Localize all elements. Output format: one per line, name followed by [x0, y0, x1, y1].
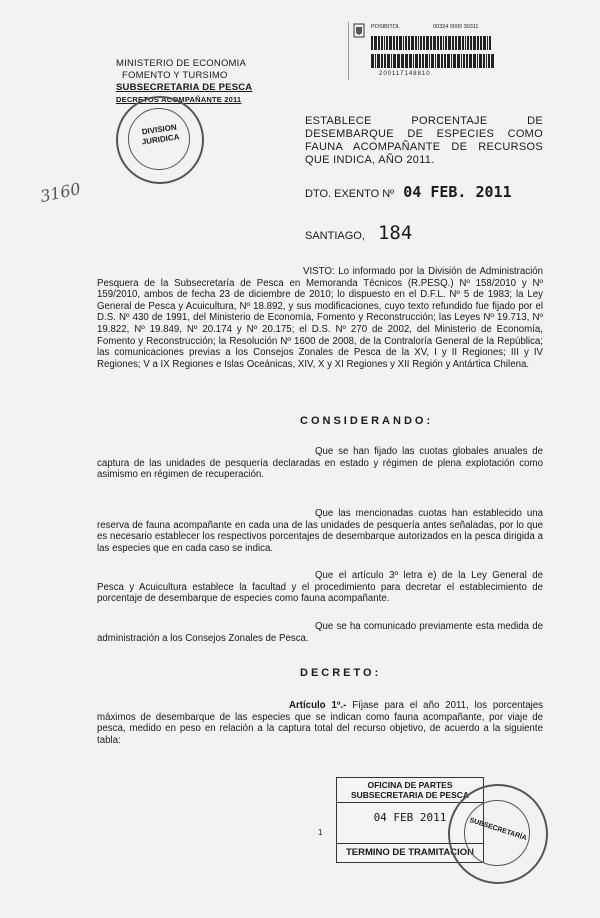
- barcode-bar: [387, 54, 390, 68]
- barcode-bar: [455, 36, 457, 50]
- barcode-top-right: 00324 0000 30311: [433, 24, 479, 30]
- barcode-bar: [377, 54, 380, 68]
- decreto-heading: DECRETO:: [300, 667, 382, 679]
- barcode-bar: [483, 54, 486, 68]
- barcode-bar: [466, 54, 468, 68]
- header-block: [116, 58, 252, 106]
- barcode-bar: [381, 54, 384, 68]
- barcode-bar: [422, 54, 425, 68]
- barcode-bar: [381, 36, 383, 50]
- barcode-bar: [423, 36, 425, 50]
- barcode-bar: [433, 36, 436, 50]
- considerando-item-2: Que las mencionadas cuotas han establecido una reserva de fauna acompañante en cada una de las unidades de pesquería antes señaladas, por lo que es necesario establecer los respectivos porcentajes de desembarque autorizados en la pesca dirigida a las especies que en cada caso se indica.: [97, 508, 543, 554]
- barcode-bar: [477, 54, 478, 68]
- exento-line: [305, 183, 512, 201]
- barcode-bar: [425, 54, 428, 68]
- barcode-bar: [462, 36, 464, 50]
- barcode-bar: [477, 36, 479, 50]
- barcode-bar: [473, 36, 476, 50]
- barcode-bar: [451, 54, 452, 68]
- oficina-date: 04 FEB 2011: [373, 811, 447, 824]
- barcode-bar: [420, 36, 422, 50]
- oficina-line1: OFICINA DE PARTES: [367, 780, 453, 790]
- chile-crest-icon: [349, 22, 369, 54]
- barcode-bar: [448, 36, 451, 50]
- barcode-top-left: POSIBITOL: [371, 24, 400, 30]
- articulo-1-text: Fíjase para el año 2011, los porcentajes máximos de desembarque de las especies que se indican como fauna acompañante, por viaje de pesca, medido en peso en relación a la captura total del recurso objetivo, de acuerdo a la siguiente tabla:: [97, 700, 543, 746]
- barcode-bar: [413, 54, 414, 68]
- barcode-bar: [384, 36, 385, 50]
- barcode-bar: [458, 36, 461, 50]
- barcode-bar: [374, 36, 377, 50]
- barcode-bar: [488, 54, 490, 68]
- barcode-bar: [443, 36, 444, 50]
- barcode-bar: [483, 36, 486, 50]
- barcode-bar: [393, 36, 395, 50]
- barcode-bar: [437, 36, 439, 50]
- barcode-bar: [480, 36, 482, 50]
- barcode-bar: [489, 36, 491, 50]
- division-juridica-stamp: [116, 96, 204, 184]
- barcode-bar: [411, 36, 414, 50]
- barcode-bar: [487, 36, 488, 50]
- barcode-bar: [415, 54, 418, 68]
- barcode-bar: [445, 36, 447, 50]
- barcode-bar: [386, 36, 388, 50]
- barcode-bar: [371, 36, 373, 50]
- barcode-bar: [384, 54, 386, 68]
- document-title: ESTABLECE PORCENTAJE DE DESEMBARQUE DE ESPECIES COMO FAUNA ACOMPAÑANTE DE RECURSOS QUE INDICA, AÑO 2011.: [305, 115, 543, 166]
- barcode-bar: [393, 54, 396, 68]
- articulo-1-label: Artículo 1º.-: [289, 700, 347, 711]
- barcode-bar: [391, 54, 392, 68]
- barcode-bar: [403, 36, 404, 50]
- barcode-bar: [371, 54, 374, 68]
- header-decretos: DECRETOS ACOMPAÑANTE 2011: [116, 95, 242, 104]
- articulo-1-paragraph: [97, 700, 543, 746]
- considerando-item-4: Que se ha comunicado previamente esta medida de administración a los Consejos Zonales de Pesca.: [97, 621, 543, 644]
- barcode-bar: [430, 36, 432, 50]
- barcode-bar: [491, 54, 494, 68]
- header-fomento: FOMENTO Y TURSIMO: [122, 70, 228, 81]
- visto-paragraph: VISTO: Lo informado por la División de Administración Pesquera de la Subsecretaría de Pesca en Memoranda Técnicos (R.PESQ.) Nº 158/2010 y Nº 159/2010, ambos de fecha 23 de diciembre de 2010; lo dispuesto en el D.F.L. Nº 5 de 1983; la Ley General de Pesca y Acuicultura, Nº 18.892, y sus modificaciones, cuyo texto refundido fue fijado por el D.S. Nº 430 de 1991, del Ministerio de Economía, Fomento y Reconstrucción; las Leyes Nº 19.713, Nº 19.822, Nº 19.849, Nº 20.174 y Nº 20.175; el D.S. Nº 270 de 2002, del Ministerio de Economía, Fomento y Reconstrucción; la Resolución Nº 1600 de 2008, de la Contraloría General de la República; las comunicaciones previas a los Consejos Zonales de Pesca de la XV, I y II Regiones; III y IV Regiones; V a IX Regiones e Islas Oceánicas, XIV, X y XI Regiones y XII Región y Antártica Chilena.: [97, 266, 543, 370]
- barcode-bar: [397, 54, 400, 68]
- barcode-bar: [402, 54, 404, 68]
- termino-text: TERMINO DE TRAMITACION: [345, 847, 475, 858]
- santiago-label: SANTIAGO,: [305, 230, 365, 242]
- decree-number: 184: [377, 222, 413, 244]
- exento-label: DTO. EXENTO Nº: [305, 188, 395, 200]
- santiago-line: [305, 222, 412, 244]
- considerando-item-1: Que se han fijado las cuotas globales anuales de captura de las unidades de pesquería declaradas en estado y régimen de plena explotación como asimismo en régimen de recuperación.: [97, 446, 543, 481]
- page-mark: 1: [318, 828, 323, 837]
- barcode-bar: [375, 54, 376, 68]
- barcode-bar: [447, 54, 450, 68]
- barcode-bar: [389, 36, 392, 50]
- barcode-bar: [431, 54, 434, 68]
- barcode-bar: [435, 54, 436, 68]
- header-subsecretaria: SUBSECRETARIA DE PESCA: [116, 82, 253, 93]
- considerando-heading: CONSIDERANDO:: [300, 415, 434, 427]
- stamp-division-text: DIVISION: [141, 122, 178, 137]
- barcode-bar: [465, 36, 466, 50]
- barcode-bar: [396, 36, 398, 50]
- barcode-bar: [479, 54, 482, 68]
- header-ministry: MINISTERIO DE ECONOMIA: [116, 58, 247, 69]
- barcode-bar: [440, 36, 442, 50]
- barcode-bar: [461, 54, 462, 68]
- barcode-bar: [399, 36, 402, 50]
- barcode-bar: [469, 54, 472, 68]
- subsecretaria-round-stamp: [448, 784, 548, 884]
- barcode-bar: [441, 54, 444, 68]
- barcode-bar: [429, 54, 430, 68]
- barcode-bar: [486, 54, 487, 68]
- barcode-top: [371, 36, 495, 50]
- oficina-line2: SUBSECRETARIA DE PESCA: [337, 790, 483, 803]
- stamp-juridica-text: JURIDICA: [141, 132, 180, 147]
- barcode-bar: [405, 36, 407, 50]
- considerando-item-3: Que el artículo 3º letra e) de la Ley General de Pesca y Acuicultura establece la facultad y el procedimiento para decretar el establecimiento de porcentaje de desembarque de especies como fauna acompañante.: [97, 570, 543, 605]
- margin-note: 3160: [38, 178, 83, 207]
- barcode-sticker: [348, 22, 499, 80]
- barcode-bar: [378, 36, 380, 50]
- barcode-bar: [457, 54, 460, 68]
- barcode-bar: [426, 36, 429, 50]
- barcode-bar: [444, 54, 446, 68]
- barcode-bar: [415, 36, 417, 50]
- barcode-bar: [467, 36, 469, 50]
- barcode-bar: [470, 36, 472, 50]
- barcode-bar: [419, 54, 421, 68]
- barcode-number: 200117148810: [379, 71, 431, 77]
- barcode-bar: [452, 36, 454, 50]
- barcode-bar: [453, 54, 456, 68]
- barcode-bar: [409, 54, 412, 68]
- barcode-bar: [473, 54, 476, 68]
- barcode-bar: [418, 36, 419, 50]
- barcode-bar: [401, 54, 402, 68]
- barcode-bar: [463, 54, 466, 68]
- barcode-bar: [408, 36, 410, 50]
- round-stamp-text: SUBSECRETARÍA: [468, 816, 528, 843]
- exento-date: 04 FEB. 2011: [403, 183, 512, 201]
- barcode-bottom: [371, 54, 495, 68]
- barcode-bar: [437, 54, 440, 68]
- barcode-bar: [405, 54, 408, 68]
